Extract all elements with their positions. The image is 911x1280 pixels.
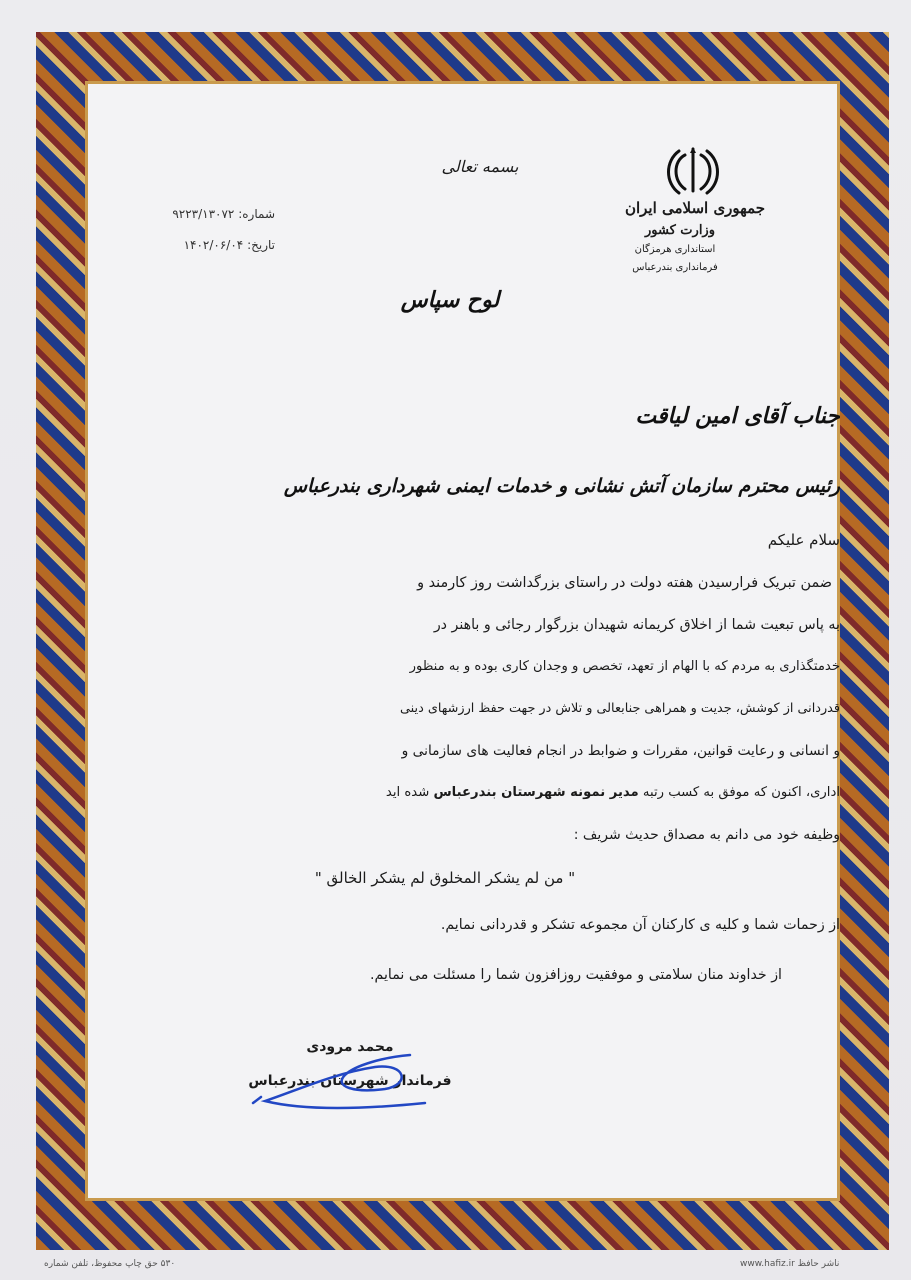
footer-left: ۵۳۰ حق چاپ محفوظ، تلفن شماره [44, 1259, 176, 1269]
body-line-3: خدمتگذاری به مردم که با الهام از تعهد، تخصص و وجدان کاری بوده و به منظور [409, 659, 840, 674]
recipient-position: رئیس محترم سازمان آتش نشانی و خدمات ایمنی شهرداری بندرعباس [283, 475, 840, 497]
org-line-2: وزارت کشور [645, 223, 715, 238]
body-line-5: و انسانی و رعایت قوانین، مقررات و ضوابط در انجام فعالیت های سازمانی و [401, 743, 840, 759]
invocation-text: بسمه تعالی [441, 157, 519, 176]
body-line-2: به پاس تبعیت شما از اخلاق کریمانه شهیدان بزرگوار رجائی و باهنر در [433, 617, 840, 633]
org-line-3: استانداری هرمزگان [634, 244, 716, 255]
body-line-1: ضمن تبریک فرارسیدن هفته دولت در راستای بزرگداشت روز کارمند و [417, 575, 832, 591]
body-line-4: قدردانی از کوشش، جدیت و همراهی جنابعالی و تلاش در جهت حفظ ارزشهای دینی [400, 701, 840, 716]
date-value: ۱۴۰۲/۰۶/۰۴ [183, 238, 244, 252]
footer-right: www.hafiz.ir ناشر حافظ [740, 1259, 840, 1269]
number-value: ۹۲۲۳/۱۳۰۷۲ [172, 207, 235, 221]
certificate-panel [85, 81, 840, 1201]
number-label: شماره: [238, 207, 275, 221]
greeting: سلام علیکم [767, 531, 840, 549]
handwritten-signature [235, 1041, 435, 1121]
org-line-1: جمهوری اسلامی ایران [624, 199, 766, 217]
letter-date [159, 238, 275, 252]
date-label: تاریخ: [247, 238, 275, 252]
body-line-6-post: شده اید [385, 785, 430, 800]
letter-number [145, 207, 275, 221]
body-line-6-pre: اداری، اکنون که موفق به کسب رتبه [642, 785, 840, 800]
signer-role: فرماندار شهرستان بندرعباس [248, 1073, 452, 1089]
hadith-quote: " من لم یشکر المخلوق لم یشکر الخالق " [314, 869, 576, 887]
signer-name: محمد مرودی [306, 1039, 394, 1055]
iran-emblem-icon [663, 145, 723, 197]
body-line-8: از زحمات شما و کلیه ی کارکنان آن مجموعه تشکر و قدردانی نمایم. [440, 917, 840, 933]
body-line-7: وظیفه خود می دانم به مصداق حدیث شریف : [573, 827, 840, 843]
highlight-rank: مدیر نمونه شهرستان بندرعباس [433, 785, 639, 800]
body-line-6 [386, 785, 840, 800]
recipient-name: جناب آقای امین لیاقت [635, 403, 840, 429]
org-line-4: فرمانداری بندرعباس [632, 262, 718, 273]
page-title: لوح سپاس [400, 287, 500, 313]
body-line-9: از خداوند منان سلامتی و موفقیت روزافزون شما را مسئلت می نمایم. [370, 967, 782, 983]
